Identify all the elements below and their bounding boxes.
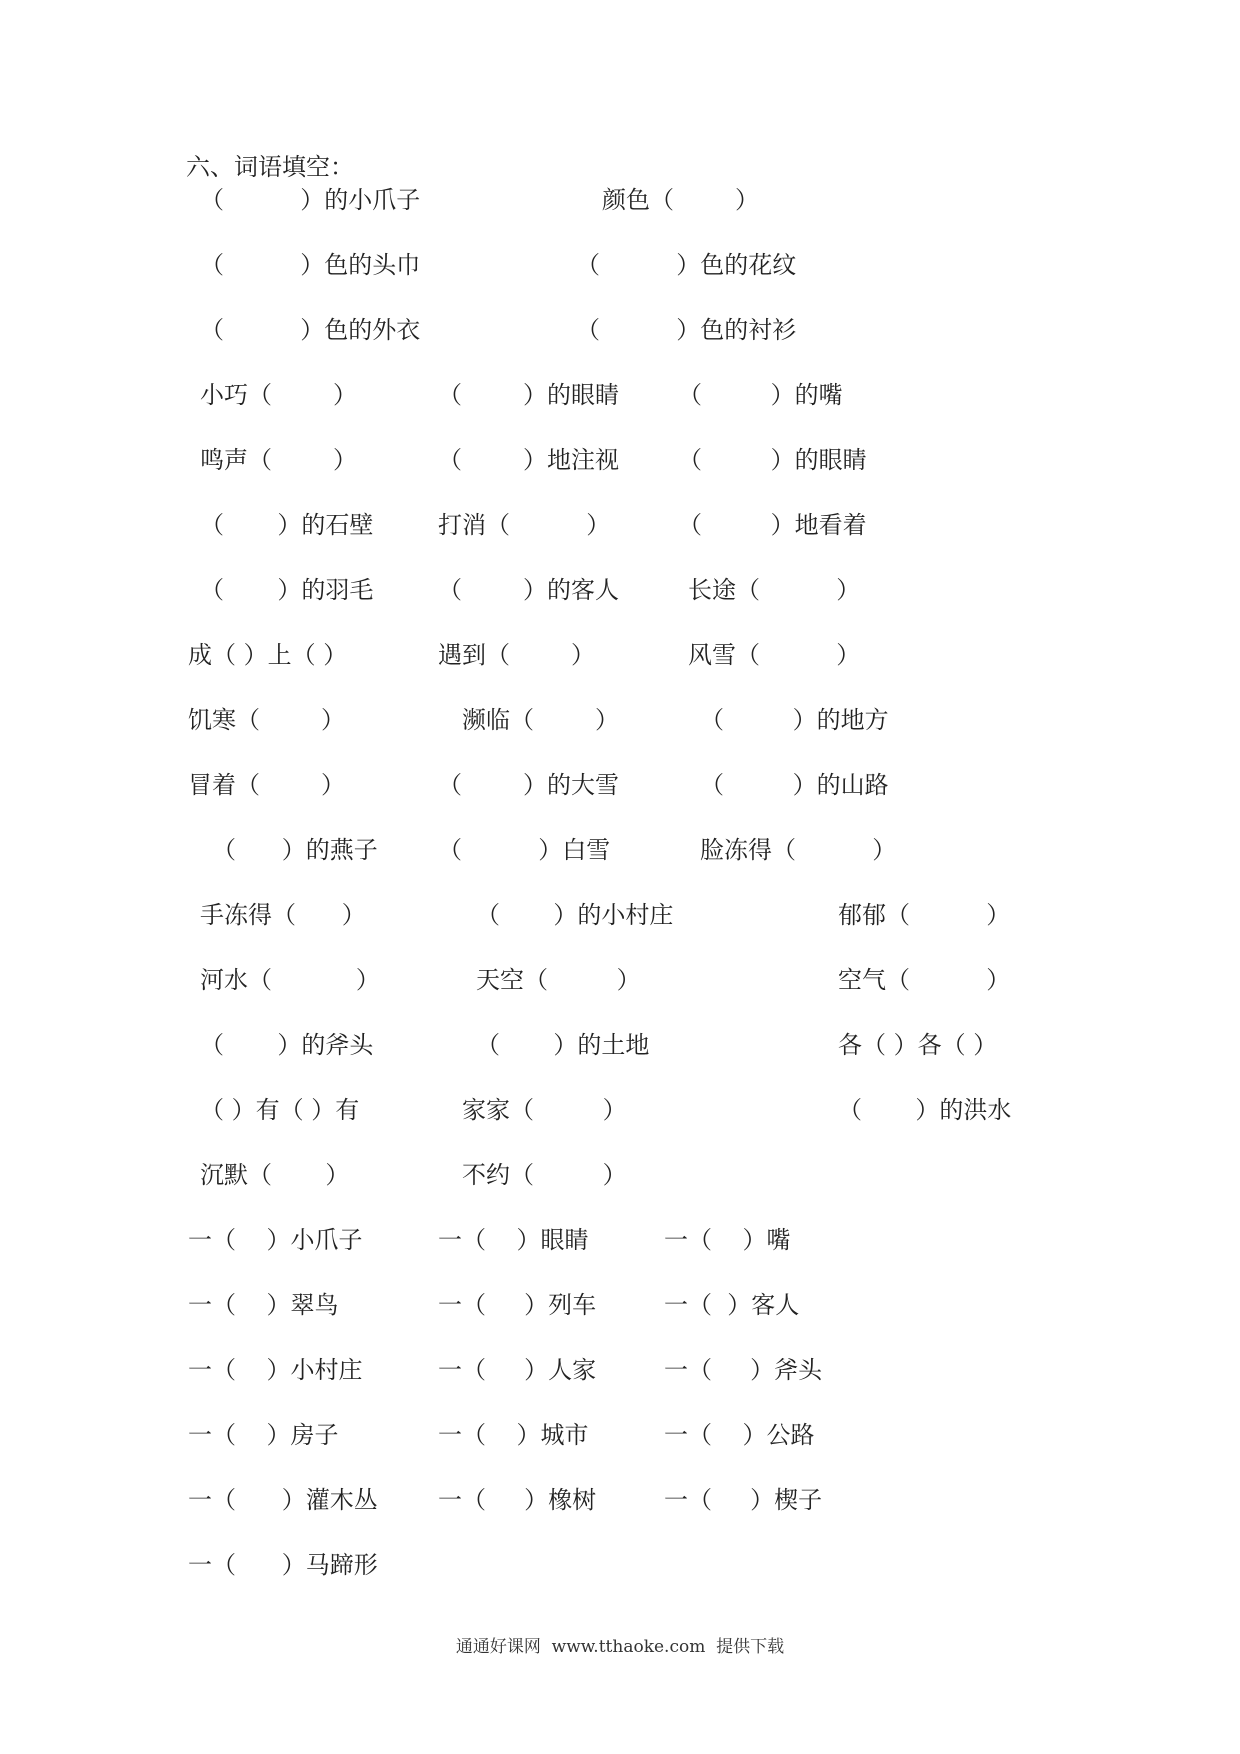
fill-row [0, 508, 1240, 542]
fill-item: （ ）的小村庄 [476, 901, 674, 929]
fill-item: 小巧（ ） [200, 381, 358, 409]
fill-row [0, 1093, 1240, 1127]
fill-item: （ ）色的外衣 [200, 316, 421, 344]
fill-item: 濒临（ ） [462, 706, 620, 734]
fill-item: （ ）色的衬衫 [576, 316, 797, 344]
fill-row [0, 1288, 1240, 1322]
fill-item: （ ）的洪水 [838, 1096, 1012, 1124]
fill-item: （ ）有（ ）有 [200, 1096, 360, 1124]
fill-item: 风雪（ ） [688, 641, 861, 669]
fill-row [0, 1418, 1240, 1452]
fill-row [0, 833, 1240, 867]
fill-item: （ ）色的花纹 [576, 251, 797, 279]
fill-item: 一（ ）橡树 [438, 1486, 597, 1514]
fill-item: 不约（ ） [462, 1161, 627, 1189]
fill-item: （ ）的眼睛 [678, 446, 867, 474]
fill-row [0, 248, 1240, 282]
fill-row [0, 1483, 1240, 1517]
fill-item: 手冻得（ ） [200, 901, 366, 929]
fill-row [0, 1028, 1240, 1062]
fill-item: 一（ ）嘴 [664, 1226, 791, 1254]
fill-item: 一（ ）客人 [664, 1291, 800, 1319]
fill-item: （ ）的大雪 [438, 771, 620, 799]
fill-item: 遇到（ ） [438, 641, 596, 669]
fill-row [0, 1548, 1240, 1582]
fill-item: （ ）色的头巾 [200, 251, 421, 279]
fill-row [0, 183, 1240, 217]
fill-item: 脸冻得（ ） [700, 836, 897, 864]
fill-row [0, 378, 1240, 412]
fill-item: 长途（ ） [688, 576, 861, 604]
fill-item: 打消（ ） [438, 511, 611, 539]
fill-item: 天空（ ） [476, 966, 641, 994]
fill-item: （ ）的土地 [476, 1031, 650, 1059]
fill-row [0, 768, 1240, 802]
fill-row [0, 638, 1240, 672]
fill-item: 一（ ）眼睛 [438, 1226, 589, 1254]
fill-item: （ ）白雪 [438, 836, 611, 864]
fill-item: 一（ ）灌木丛 [188, 1486, 378, 1514]
fill-item: 一（ ）翠鸟 [188, 1291, 339, 1319]
fill-row [0, 963, 1240, 997]
fill-item: 家家（ ） [462, 1096, 627, 1124]
footer-credit: 通通好课网 www.tthaoke.com 提供下载 [455, 1637, 785, 1657]
fill-item: 一（ ）斧头 [664, 1356, 823, 1384]
fill-row [0, 1158, 1240, 1192]
fill-item: 一（ ）公路 [664, 1421, 815, 1449]
fill-item: 一（ ）小爪子 [188, 1226, 363, 1254]
fill-item: 鸣声（ ） [200, 446, 358, 474]
section-heading: 六、词语填空： [186, 153, 354, 181]
fill-item: 饥寒（ ） [188, 706, 346, 734]
fill-item: 成（ ）上（ ） [188, 641, 348, 669]
fill-item: （ ）的客人 [438, 576, 620, 604]
fill-item: 空气（ ） [838, 966, 1011, 994]
fill-item: （ ）的地方 [700, 706, 889, 734]
fill-row [0, 1223, 1240, 1257]
fill-item: 一（ ）人家 [438, 1356, 597, 1384]
fill-row [0, 573, 1240, 607]
fill-item: （ ）的嘴 [678, 381, 843, 409]
fill-row [0, 703, 1240, 737]
fill-row [0, 1353, 1240, 1387]
fill-row [0, 443, 1240, 477]
fill-item: （ ）的羽毛 [200, 576, 374, 604]
fill-item: 一（ ）房子 [188, 1421, 339, 1449]
fill-row [0, 898, 1240, 932]
fill-item: 各（ ）各（ ） [838, 1031, 998, 1059]
fill-item: 一（ ）小村庄 [188, 1356, 363, 1384]
fill-item: 颜色（ ） [602, 186, 760, 214]
fill-item: 河水（ ） [200, 966, 380, 994]
fill-item: （ ）的石壁 [200, 511, 374, 539]
fill-item: （ ）地看着 [678, 511, 867, 539]
fill-item: 冒着（ ） [188, 771, 346, 799]
fill-item: （ ）地注视 [438, 446, 620, 474]
fill-item: （ ）的山路 [700, 771, 889, 799]
fill-item: 一（ ）楔子 [664, 1486, 823, 1514]
fill-item: 沉默（ ） [200, 1161, 350, 1189]
fill-item: 一（ ）马蹄形 [188, 1551, 378, 1579]
fill-item: 郁郁（ ） [838, 901, 1011, 929]
fill-item: （ ）的眼睛 [438, 381, 620, 409]
fill-item: 一（ ）列车 [438, 1291, 597, 1319]
fill-item: （ ）的斧头 [200, 1031, 374, 1059]
fill-item: （ ）的小爪子 [200, 186, 421, 214]
fill-item: 一（ ）城市 [438, 1421, 589, 1449]
fill-item: （ ）的燕子 [212, 836, 378, 864]
fill-row [0, 313, 1240, 347]
